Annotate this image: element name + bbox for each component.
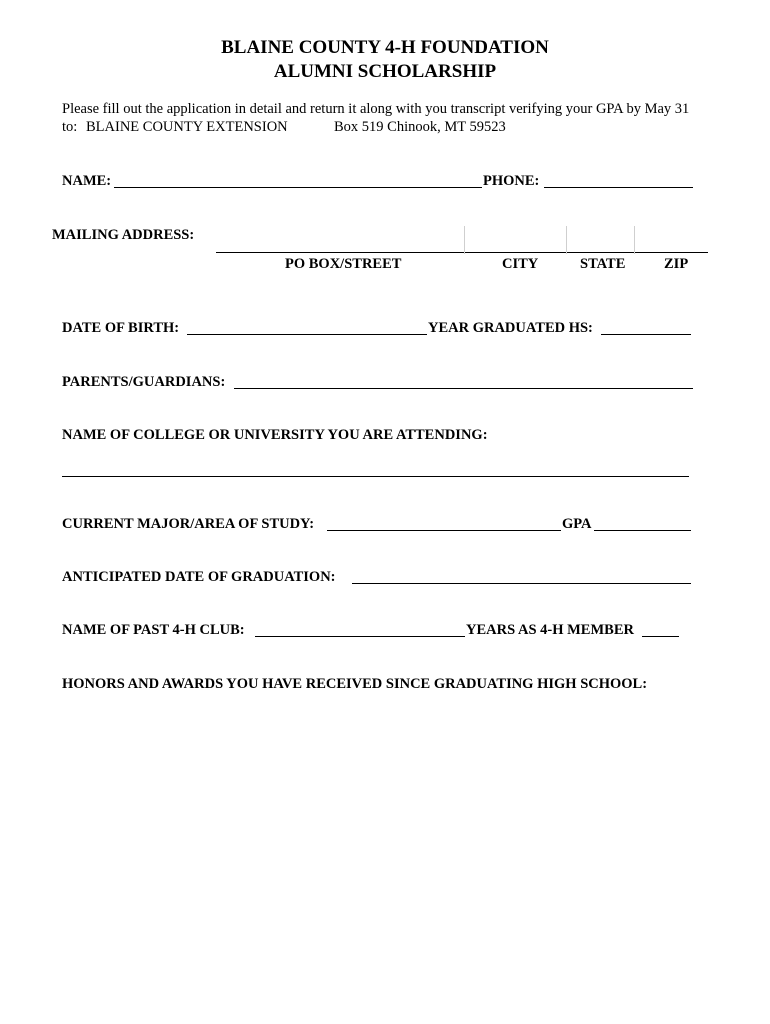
name-field[interactable] (114, 187, 482, 188)
honors-label: HONORS AND AWARDS YOU HAVE RECEIVED SINCE GRADUATING HIGH SCHOOL: (62, 676, 648, 692)
gpa-field[interactable] (594, 530, 691, 531)
zip-label: ZIP (664, 256, 689, 272)
parents-field[interactable] (234, 388, 693, 389)
major-label: CURRENT MAJOR/AREA OF STUDY: (62, 516, 315, 532)
year-graduated-label: YEAR GRADUATED HS: (428, 320, 593, 336)
major-field[interactable] (327, 530, 561, 531)
address-divider (464, 226, 465, 254)
form-title: BLAINE COUNTY 4-H FOUNDATION (221, 37, 549, 58)
phone-field[interactable] (544, 187, 693, 188)
years-member-field[interactable] (642, 636, 679, 637)
address-divider (634, 226, 635, 254)
college-label: NAME OF COLLEGE OR UNIVERSITY YOU ARE ATTENDING: (62, 427, 488, 443)
zip-field[interactable] (635, 252, 708, 253)
instructions-text: Please fill out the application in detail and return it along with you transcript verifying your GPA by May 31 (62, 101, 690, 117)
parents-label: PARENTS/GUARDIANS: (62, 374, 226, 390)
form-subtitle: ALUMNI SCHOLARSHIP (273, 61, 497, 82)
mailing-address-label: MAILING ADDRESS: (52, 227, 195, 243)
extension-address: Box 519 Chinook, MT 59523 (334, 119, 506, 135)
city-field[interactable] (465, 252, 566, 253)
address-divider (566, 226, 567, 254)
years-member-label: YEARS AS 4-H MEMBER (466, 622, 634, 638)
state-field[interactable] (567, 252, 634, 253)
dob-field[interactable] (187, 334, 427, 335)
year-graduated-field[interactable] (601, 334, 691, 335)
po-box-field[interactable] (216, 252, 464, 253)
extension-office: BLAINE COUNTY EXTENSION (86, 119, 288, 135)
anticipated-graduation-field[interactable] (352, 583, 691, 584)
name-label: NAME: (62, 173, 112, 189)
return-to-label: to: (62, 119, 78, 135)
gpa-label: GPA (562, 516, 592, 532)
college-field[interactable] (62, 476, 689, 477)
club-label: NAME OF PAST 4-H CLUB: (62, 622, 245, 638)
phone-label: PHONE: (483, 173, 540, 189)
state-label: STATE (580, 256, 626, 272)
city-label: CITY (502, 256, 539, 272)
po-box-label: PO BOX/STREET (285, 256, 402, 272)
honors-answer-area[interactable] (62, 700, 702, 1000)
club-field[interactable] (255, 636, 465, 637)
anticipated-graduation-label: ANTICIPATED DATE OF GRADUATION: (62, 569, 336, 585)
dob-label: DATE OF BIRTH: (62, 320, 180, 336)
